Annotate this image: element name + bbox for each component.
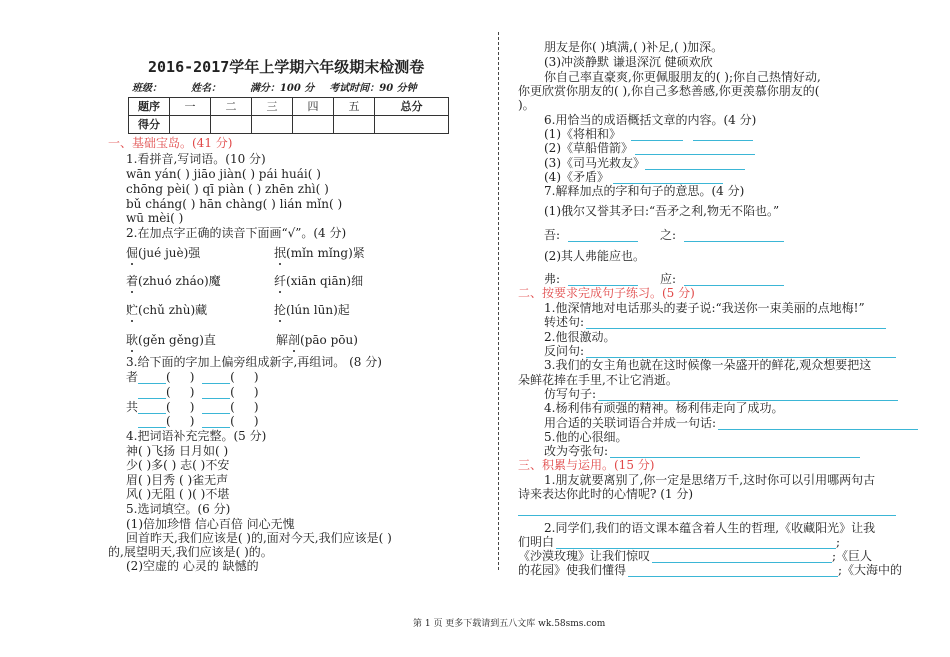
- section-1-heading: 一、基础宝岛。(41 分): [108, 136, 233, 150]
- q6-item: (1)《将相和》: [544, 127, 753, 141]
- r-line: )。: [518, 98, 535, 112]
- q7-sentence: (1)俄尔又誉其矛曰:“吾矛之利,物无不陷也。”: [544, 204, 780, 218]
- q2-item: 抡(lún lūn)起: [274, 303, 350, 317]
- q4-row: 少( )多( ) 志( )不安: [126, 458, 230, 472]
- q7-word-row: 弗: 应:: [544, 272, 784, 286]
- b3-answer: 仿写句子:: [544, 387, 898, 401]
- b5-answer: 改为夸张句:: [544, 444, 860, 458]
- b4: 4.杨利伟有顽强的精神。杨利伟走向了成功。: [544, 401, 784, 415]
- b2: 2.他很激动。: [544, 330, 616, 344]
- name-label: 姓名：: [190, 83, 221, 94]
- score-row-label: 得分: [129, 116, 170, 134]
- q5-options-2: (2)空虚的 心灵的 缺憾的: [126, 559, 259, 573]
- score-table-header: 一: [170, 98, 211, 116]
- b2-answer: 反问句:: [544, 344, 896, 358]
- c2-line: 们明白 ;: [518, 535, 841, 549]
- score-cell[interactable]: [375, 116, 449, 134]
- page-footer: 第 1 页 更多下载请到五八文库 wk.58sms.com: [413, 619, 606, 629]
- r-line: 你更欣赏你朋友的( ),你自己多愁善感,你更羡慕你朋友的(: [518, 84, 820, 98]
- q7-word-row: 吾: 之:: [544, 228, 784, 242]
- score-table-score-row: [129, 116, 449, 134]
- score-cell[interactable]: [252, 116, 293, 134]
- score-table-header-row: [129, 98, 449, 116]
- c1: 1.朋友就要离别了,你一定是思绪万千,这时你可以引用哪两句古: [544, 473, 876, 487]
- b4-answer: 用合适的关联词语合并成一句话:: [544, 416, 918, 430]
- section-2-heading: 二、按要求完成句子练习。(5 分): [518, 286, 695, 300]
- b3: 3.我们的女主角也就在这时候像一朵盛开的鲜花,观众想要把这: [544, 358, 872, 372]
- q1-row: chōng pèi( ) qī piàn ( ) zhēn zhì( ): [126, 182, 329, 196]
- score-cell[interactable]: [334, 116, 375, 134]
- q3-row: 者 ( ) ( ): [126, 370, 259, 384]
- column-divider: [498, 32, 499, 570]
- q5-line: 的,展望明天,我们应该是( )的。: [108, 545, 273, 559]
- q3-prompt: 3.给下面的字加上偏旁组成新字,再组词。 (8 分): [126, 355, 382, 369]
- q2-item: 贮(chǔ zhù)藏: [126, 303, 208, 317]
- c1-answer: [518, 502, 896, 516]
- score-table-header: 五: [334, 98, 375, 116]
- score-table-header: 总分: [375, 98, 449, 116]
- score-cell[interactable]: [170, 116, 211, 134]
- q5-line: 回首昨天,我们应该是( )的,面对今天,我们应该是( ): [126, 531, 392, 545]
- score-table-header: 二: [211, 98, 252, 116]
- exam-info: [132, 82, 417, 96]
- q2-item: 纤(xiān qiān)细: [274, 274, 364, 288]
- c2-line: 的花园》使我们懂得 ;《大海中的: [518, 563, 903, 577]
- score-cell[interactable]: [293, 116, 334, 134]
- score-table-header: 三: [252, 98, 293, 116]
- c2-line: 《沙漠玫瑰》让我们惊叹 ;《巨人: [518, 549, 873, 563]
- score-table-header: 题序: [129, 98, 170, 116]
- q1-row: wān yán( ) jiāo jiàn( ) pái huái( ): [126, 167, 321, 181]
- q2-item: 着(zhuó zháo)魔: [126, 274, 221, 288]
- q7-sentence: (2)其人弗能应也。: [544, 249, 645, 263]
- score-cell[interactable]: [211, 116, 252, 134]
- q6-item: (3)《司马光救友》: [544, 156, 745, 170]
- q1-row: bǔ cháng( ) hān chàng( ) lián mǐn( ): [126, 197, 343, 211]
- c1-cont: 诗来表达你此时的心情呢? (1 分): [518, 487, 694, 501]
- q2-item: 耿(gěn gěng)直: [126, 333, 216, 347]
- q4-row: 神( )飞扬 日月如( ): [126, 444, 229, 458]
- q6-prompt: 6.用恰当的成语概括文章的内容。(4 分): [544, 113, 757, 127]
- score-table: [128, 97, 449, 134]
- full-score-label: 满分：100 分: [249, 83, 315, 94]
- b1-answer: 转述句:: [544, 315, 886, 329]
- q5-prompt: 5.选词填空。(6 分): [126, 502, 231, 516]
- q3-row: 共 ( ) ( ): [126, 400, 259, 414]
- q5-options-1: (1)倍加珍惜 信心百倍 问心无愧: [126, 517, 295, 531]
- q4-row: 眉( )目秀 ( )雀无声: [126, 473, 229, 487]
- q1-row: wū mèi( ): [126, 211, 184, 225]
- q2-prompt: 2.在加点字正确的读音下面画“√”。(4 分): [126, 226, 347, 240]
- b3-cont: 朵鲜花捧在手里,不让它消逝。: [518, 373, 678, 387]
- q1-prompt: 1.看拼音,写词语。(10 分): [126, 152, 266, 166]
- q7-prompt: 7.解释加点的字和句子的意思。(4 分): [544, 184, 745, 198]
- b1: 1.他深情地对电话那头的妻子说:“我送你一束美丽的点地梅!”: [544, 301, 865, 315]
- r-line: 朋友是你( )填满,( )补足,( )加深。: [544, 40, 724, 54]
- q3-row: ( ) ( ): [138, 385, 259, 399]
- class-label: 班级：: [132, 83, 162, 94]
- q4-row: 风( )无阻 ( )( )不堪: [126, 487, 230, 501]
- c2: 2.同学们,我们的语文课本蕴含着人生的哲理,《收藏阳光》让我: [544, 521, 876, 535]
- b5: 5.他的心很细。: [544, 430, 628, 444]
- section-3-heading: 三、积累与运用。(15 分): [518, 458, 655, 472]
- q2-item: 倔(jué juè)强: [126, 246, 201, 260]
- r-line: 你自己率直豪爽,你更佩服朋友的( );你自己热情好动,: [544, 70, 821, 84]
- exam-title: 2016-2017学年上学期六年级期末检测卷: [148, 58, 425, 76]
- q4-prompt: 4.把词语补充完整。(5 分): [126, 429, 267, 443]
- q2-item: 解剖(pāo pōu): [276, 333, 358, 347]
- r-options: (3)冲淡静默 谦退深沉 健硕欢欣: [544, 55, 713, 69]
- q3-row: ( ) ( ): [138, 414, 259, 428]
- q2-item: 抿(mǐn mǐng)紧: [274, 246, 365, 260]
- q6-item: (4)《矛盾》: [544, 170, 723, 184]
- q6-item: (2)《草船借箭》: [544, 141, 755, 155]
- score-table-header: 四: [293, 98, 334, 116]
- exam-time-label: 考试时间：90 分钟: [329, 83, 417, 94]
